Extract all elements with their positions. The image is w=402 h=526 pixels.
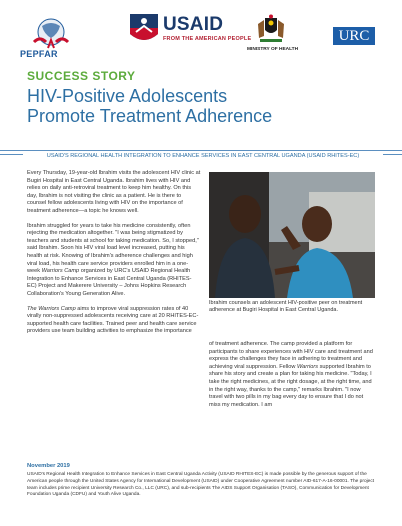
ministry-label: MINISTRY OF HEALTH — [247, 47, 299, 52]
paragraph-3-text: aims to improve viral suppression rates of 40 virally non-suppressed adolescents receiving care at 20 RHITES-EC-supported health care facilities. Trained peer and health care service providers use team building activities to emphasize the importance — [27, 305, 199, 335]
right-column — [209, 341, 375, 409]
paragraph-4-text-b: supported Ibrahim to share his story and create a plan for taking his medicine. "Today, I take the right medicines, at the right dosage, at the right time, and in the right way, thanks to the camp," remarks Ibrahim. "I now travel with two pills in my bag every day to ensure that I do not miss my medication. I am — [209, 363, 372, 408]
urc-logo: URC — [333, 27, 375, 45]
usaid-seal-icon — [128, 12, 160, 46]
paragraph-4-emphasis: Warriors — [297, 363, 319, 370]
pepfar-wordmark: PEPFAR — [20, 49, 58, 59]
uganda-coat-of-arms-icon — [254, 14, 288, 44]
title-line-1: HIV-Positive Adolescents — [27, 86, 228, 106]
left-column — [27, 170, 201, 343]
paragraph-3 — [27, 306, 201, 336]
paragraph-2-emphasis: Warriors Camp — [41, 268, 80, 275]
success-story-kicker: SUCCESS STORY — [27, 69, 136, 83]
page-title — [27, 86, 367, 126]
paragraph-1: Every Thursday, 19-year-old Ibrahim visits the adolescent HIV clinic at Bugiri Hospital in East Central Uganda. Ibrahim lives with HIV and relies on daily anti-retroviral treatment to keep him healthy. On this day, Ibrahim is not visiting the clinic as a patient. He is there to counsel fellow adolescents living with HIV on the importance of treatment adherence—a topic he knows well. — [27, 170, 201, 214]
paragraph-2-text-b: organized by URC's USAID Regional Health Integration to Enhance Services in East Central Uganda (RHITES-EC) Project and Makerere University – Johns Hopkins Research Collaboration's Young Generation Alive. — [27, 268, 192, 297]
paragraph-2 — [27, 223, 201, 299]
photo-caption: Ibrahim counsels an adolescent HIV-positive peer on treatment adherence at Bugiri Hospital in East Central Uganda. — [209, 300, 363, 314]
paragraph-2-text-a: Ibrahim struggled for years to take his medicine consistently, often rejecting the medication altogether. "I was being stigmatized by teachers and students at school for taking medication. So, I stopped," said Ibrahim. Soon his HIV viral load level increased, putting his health at risk. Knowing of Ibrahim's adherence challenges and high viral load, his health care service providers enrolled him in a one-week — [27, 222, 199, 275]
title-line-2: Promote Treatment Adherence — [27, 106, 273, 126]
project-subheading: USAID'S REGIONAL HEALTH INTEGRATION TO ENHANCE SERVICES IN EAST CENTRAL UGANDA (USAID RHITES-EC) — [23, 153, 383, 160]
publication-date: November 2019 — [27, 463, 70, 469]
divider-top — [0, 150, 402, 151]
paragraph-4 — [209, 341, 375, 409]
story-photo — [209, 172, 375, 298]
footer-disclaimer: USAID's Regional Health Integration to Enhance Services in East Central Uganda Activity (USAID RHITES-EC) is made possible by the generous support of the American people through the United States Agency for International Development (USAID) under Cooperative Agreement number AID-617-A-16-00001. The project team includes prime recipient University Research Co., LLC (URC), and sub-recipients The AIDS Support Organisation (TASO), Communication for Development Foundation Uganda (CDFU) and Youth Alive Uganda. — [27, 472, 375, 498]
usaid-tagline: FROM THE AMERICAN PEOPLE — [163, 36, 252, 42]
usaid-wordmark: USAID — [163, 14, 224, 35]
paragraph-3-emphasis: The Warriors Camp — [27, 305, 76, 312]
paragraph-4-text-a: of treatment adherence. The camp provided a platform for participants to share experiences with HIV care and treatment and express the challenges they face in adhering to treatment and achieving viral suppression. Fellow — [209, 341, 373, 370]
